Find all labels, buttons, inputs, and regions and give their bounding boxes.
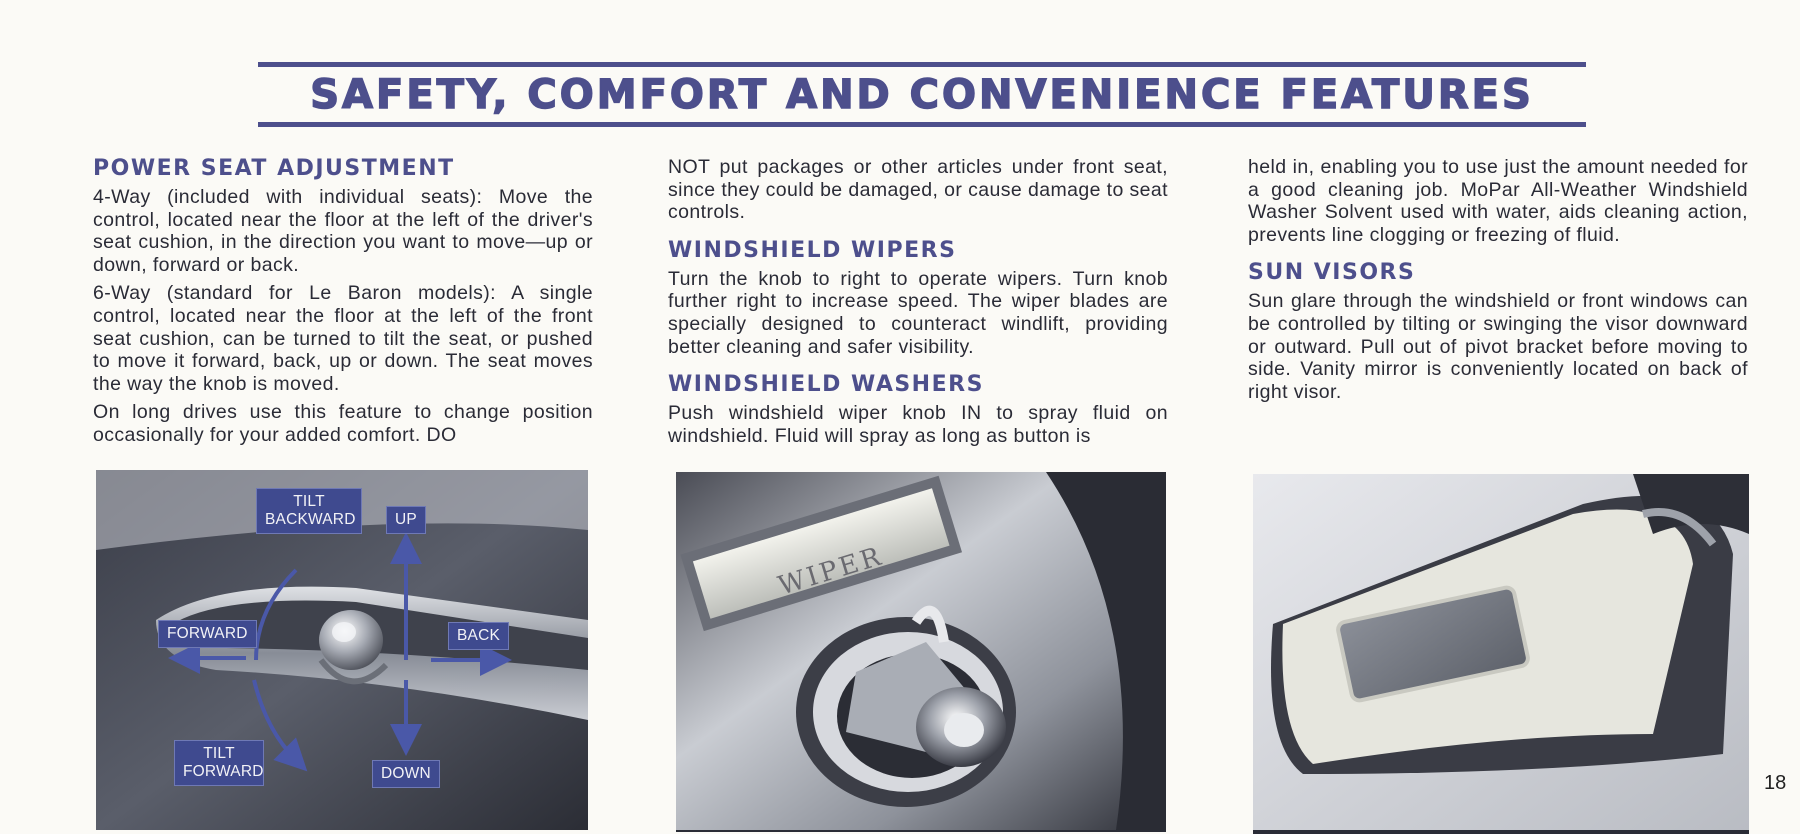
sun-visor-illustration xyxy=(1253,474,1749,830)
washers-text: Push windshield wiper knob IN to spray fluid on windshield. Fluid will spray as long as button is xyxy=(668,402,1168,447)
washers-heading: WINDSHIELD WASHERS xyxy=(668,372,984,398)
header-rule-top xyxy=(258,62,1586,67)
wipers-heading: WINDSHIELD WIPERS xyxy=(668,237,957,263)
power-seat-4way-text: 4-Way (included with individual seats): Move the control, located near the floor at the left of the driver's seat cushion, in the direction you want to move—up or down, forward or back. xyxy=(93,186,593,276)
power-seat-long-drives-text: On long drives use this feature to change position occasionally for your added comfort. DO xyxy=(93,401,593,446)
header-rule-bottom xyxy=(258,122,1586,127)
page-title: SAFETY, COMFORT AND CONVENIENCE FEATURES xyxy=(310,72,1534,118)
wiper-knob-illustration xyxy=(676,472,1166,830)
wiper-knob-photo xyxy=(676,472,1166,832)
label-forward: FORWARD xyxy=(158,620,257,648)
wiper-plate-text: WIPER xyxy=(774,541,887,602)
sun-visors-text: Sun glare through the windshield or front windows can be controlled by tilting or swinging the visor downward or outward. Pull out of pivot bracket before moving to side. Vanity mirror is conveniently located on back of right visor. xyxy=(1248,290,1748,403)
column-sun-visors xyxy=(1248,156,1748,409)
label-tilt-forward: TILT FORWARD xyxy=(174,740,264,786)
power-seat-control-photo xyxy=(96,470,588,830)
column-windshield xyxy=(668,156,1168,453)
washers-continued-text: held in, enabling you to use just the amount needed for a good cleaning job. MoPar All-Weather Windshield Washer Solvent used with water, aids cleaning action, prevents line clogging or freezing of fluid. xyxy=(1248,156,1748,246)
sun-visors-heading: SUN VISORS xyxy=(1248,260,1416,286)
wipers-text: Turn the knob to right to operate wipers. Turn knob further right to increase speed. The wiper blades are specially designed to counteract windlift, providing better cleaning and safer visibility. xyxy=(668,267,1168,358)
power-seat-heading: POWER SEAT ADJUSTMENT xyxy=(93,156,455,181)
label-down: DOWN xyxy=(372,760,440,788)
sun-visor-photo xyxy=(1253,474,1749,834)
page-number: 18 xyxy=(1764,772,1787,794)
column-power-seat xyxy=(93,156,593,453)
label-up: UP xyxy=(386,506,426,534)
power-seat-6way-text: 6-Way (standard for Le Baron models): A single control, located near the floor at the left of the front seat cushion, can be turned to tilt the seat, or pushed to move it forward, back, up or down. The seat moves the way the knob is moved. xyxy=(93,282,593,395)
seat-caution-continued-text: NOT put packages or other articles under front seat, since they could be damaged, or cause damage to seat controls. xyxy=(668,156,1168,224)
label-back: BACK xyxy=(448,622,509,650)
label-tilt-backward: TILT BACKWARD xyxy=(256,488,362,534)
